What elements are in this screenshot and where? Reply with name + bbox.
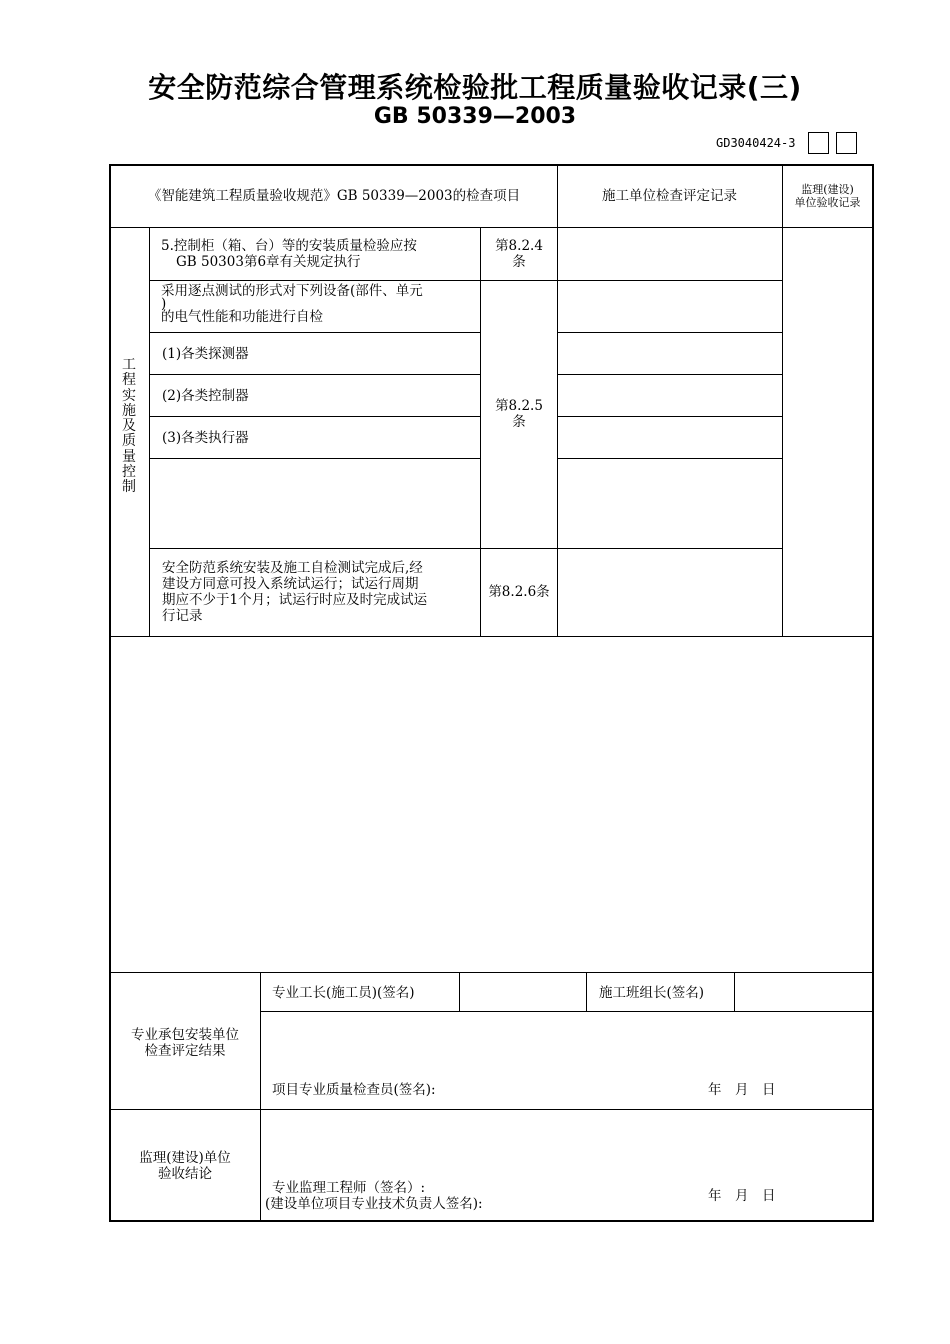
clause-ref-8-2-4 bbox=[481, 238, 557, 270]
supervisor-conclusion-label-line: 验收结论 bbox=[158, 1166, 212, 1182]
table-grid-line bbox=[260, 972, 261, 1220]
clause-ref-text: 第8.2.4 bbox=[495, 238, 543, 254]
table-grid-line bbox=[586, 972, 587, 1011]
table-grid-line bbox=[149, 280, 782, 281]
supervisor-conclusion-label bbox=[111, 1150, 259, 1182]
check-item-text: 的电气性能和功能进行自检 bbox=[161, 309, 323, 325]
header-supervisor-line1: 监理(建设) bbox=[801, 183, 854, 196]
clause-ref-text: 条 bbox=[512, 254, 526, 270]
clause-ref-text: 第8.2.5 bbox=[495, 398, 543, 414]
table-grid-line bbox=[260, 1011, 873, 1012]
contractor-result-label bbox=[111, 1027, 259, 1059]
header-supervisor-record bbox=[783, 183, 872, 209]
owner-technical-lead-signature: (建设单位项目专业技术负责人签名): bbox=[265, 1196, 483, 1212]
table-grid-line bbox=[480, 227, 481, 636]
check-item-controllers: (2)各类控制器 bbox=[162, 388, 249, 404]
form-code-box-1[interactable] bbox=[808, 132, 829, 154]
table-grid-line bbox=[149, 416, 480, 417]
contractor-result-label-line: 专业承包安装单位 bbox=[131, 1027, 239, 1043]
quality-inspector-signature: 项目专业质量检查员(签名): bbox=[272, 1082, 436, 1098]
table-grid-line bbox=[782, 165, 783, 636]
table-grid-line bbox=[149, 332, 480, 333]
clause-ref-text: 条 bbox=[512, 414, 526, 430]
clause-ref-8-2-6: 第8.2.6条 bbox=[488, 584, 550, 600]
supervising-engineer-signature: 专业监理工程师（签名）: bbox=[272, 1180, 426, 1196]
foreman-signature-label: 专业工长(施工员)(签名) bbox=[272, 985, 415, 1001]
header-supervisor-line2: 单位验收记录 bbox=[794, 196, 861, 209]
supervisor-conclusion-label-line: 监理(建设)单位 bbox=[139, 1150, 231, 1166]
check-item-control-cabinet bbox=[161, 238, 477, 270]
contractor-record-cell[interactable] bbox=[558, 228, 781, 280]
check-item-actuators: (3)各类执行器 bbox=[162, 430, 249, 446]
table-grid-line bbox=[149, 374, 480, 375]
check-item-text: 行记录 bbox=[162, 608, 203, 624]
check-item-text: 采用逐点测试的形式对下列设备(部件、单元 bbox=[161, 283, 423, 299]
contractor-date: 年 月 日 bbox=[708, 1082, 776, 1098]
table-grid-line bbox=[149, 458, 480, 459]
table-grid-line bbox=[110, 1109, 873, 1110]
supervisor-date: 年 月 日 bbox=[708, 1188, 776, 1204]
table-grid-line bbox=[149, 227, 150, 636]
contractor-result-label-line: 检查评定结果 bbox=[144, 1043, 226, 1059]
check-item-text: 建设方同意可投入系统试运行；试运行周期 bbox=[162, 576, 419, 592]
notes-area[interactable] bbox=[111, 637, 872, 971]
table-grid-line bbox=[557, 332, 782, 333]
table-grid-line bbox=[149, 548, 782, 549]
check-item-text: 5.控制柜（箱、台）等的安装质量检验应按 bbox=[161, 238, 417, 254]
team-leader-signature-label: 施工班组长(签名) bbox=[599, 985, 705, 1001]
form-code-box-2[interactable] bbox=[836, 132, 857, 154]
check-item-text: 期应不少于1个月；试运行时应及时完成试运 bbox=[162, 592, 428, 608]
header-contractor-record: 施工单位检查评定记录 bbox=[602, 188, 737, 204]
check-item-text: 安全防范系统安装及施工自检测试完成后,经 bbox=[162, 560, 423, 576]
check-item-detectors: (1)各类探测器 bbox=[162, 346, 249, 362]
check-item-text: GB 50303第6章有关规定执行 bbox=[176, 254, 361, 270]
team-leader-signature-field[interactable] bbox=[735, 973, 872, 1011]
check-item-text: ) bbox=[161, 296, 167, 312]
foreman-signature-field[interactable] bbox=[460, 973, 585, 1011]
clause-ref-8-2-5 bbox=[481, 398, 557, 430]
check-item-trial-run bbox=[162, 560, 480, 624]
standard-number: GB 50339—2003 bbox=[373, 104, 577, 129]
table-grid-line bbox=[557, 416, 782, 417]
check-item-point-test bbox=[161, 283, 479, 325]
page-title: 安全防范综合管理系统检验批工程质量验收记录(三) bbox=[148, 71, 802, 104]
section-label: 工程实施及质量控制 bbox=[122, 357, 136, 496]
form-code: GD3040424-3 bbox=[716, 136, 796, 150]
table-grid-line bbox=[557, 458, 782, 459]
header-check-items: 《智能建筑工程质量验收规范》GB 50339—2003的检查项目 bbox=[147, 188, 521, 204]
table-grid-line bbox=[557, 374, 782, 375]
